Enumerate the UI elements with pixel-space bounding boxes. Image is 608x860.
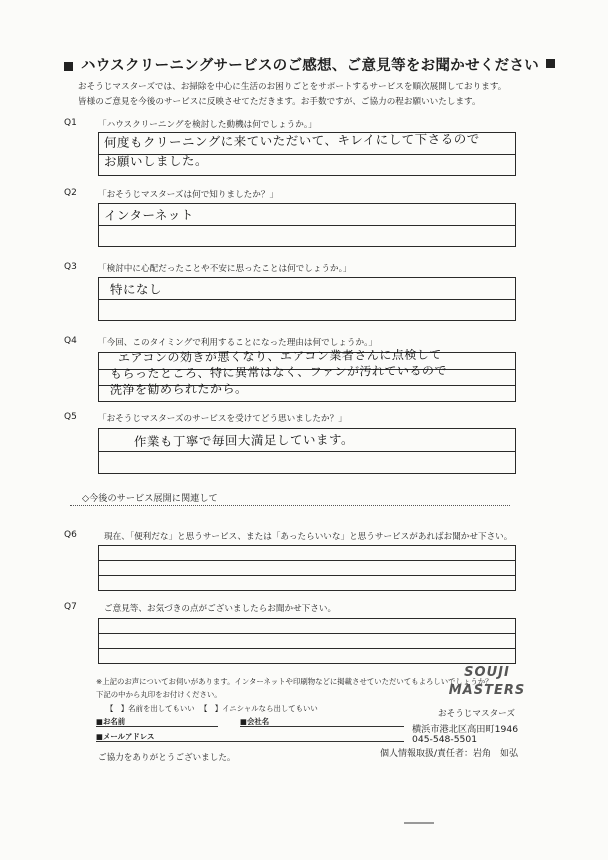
- name-label: ■お名前: [96, 717, 126, 726]
- dotted-divider: [70, 505, 510, 506]
- answer-box-q7[interactable]: [98, 618, 516, 664]
- intro-text: [78, 80, 506, 110]
- handwritten-answer: インターネット: [103, 207, 194, 223]
- consent-option-name[interactable]: 【 】名前を出してもいい: [106, 704, 195, 713]
- consent-note: ※上記のお声についてお伺いがあります。インターネットや印刷物などに掲載させていただいてもよろしいでしょうか？: [96, 677, 493, 686]
- company-phone: 045-548-5501: [412, 734, 478, 745]
- company-underline[interactable]: [240, 726, 404, 727]
- scan-mark: [404, 822, 434, 824]
- handwritten-answer: お願いしました。: [103, 152, 209, 169]
- company-logo: [444, 664, 530, 704]
- question-text: 「おそうじマスターズは何で知りましたか？」: [98, 190, 279, 200]
- answer-box-q6[interactable]: [98, 545, 516, 591]
- logo-line: MASTERS: [448, 683, 526, 698]
- intro-line: 皆様のご意見を今後のサービスに反映させてただきます。お手数ですが、ご協力の程お願いいたします。: [78, 97, 481, 107]
- consent-note: 下記の中から丸印をお付けください。: [96, 690, 222, 699]
- logo-line: SOUJI: [464, 665, 510, 680]
- question-text: 「ハウスクリーニングを検討した動機は何でしょうか。」: [98, 120, 317, 130]
- question-text: 「検討中に心配だったことや不安に思ったことは何でしょうか。」: [98, 264, 352, 274]
- question-text: 「おそうじマスターズのサービスを受けてどう思いましたか？」: [98, 414, 347, 424]
- privacy-officer: 個人情報取扱/責任者：岩角 如弘: [380, 749, 519, 759]
- question-number: Q1: [64, 118, 77, 128]
- name-underline[interactable]: [96, 726, 218, 727]
- email-underline[interactable]: [96, 741, 404, 742]
- handwritten-answer: もらったところ、特に異常はなく、ファンが汚れているので: [109, 363, 448, 381]
- company-address: 横浜市港北区高田町1946: [412, 724, 519, 735]
- thank-you-text: ご協力をありがとうございました。: [98, 753, 236, 763]
- question-number: Q2: [64, 188, 77, 198]
- handwritten-answer: 特になし: [109, 281, 163, 297]
- handwritten-answer: 何度もクリーニングに来ていただいて、キレイにして下さるので: [103, 131, 480, 150]
- question-text: ご意見等、お気づきの点がございましたらお聞かせ下さい。: [104, 604, 337, 614]
- form-title: [64, 54, 564, 75]
- section-heading: ◇今後のサービス展開に関連して: [82, 493, 218, 504]
- consent-option-initial[interactable]: 【 】イニシャルなら出してもいい: [200, 704, 318, 713]
- question-text: 「今回、このタイミングで利用することになった理由は何でしょうか。」: [98, 338, 377, 348]
- company-name: おそうじマスターズ: [438, 709, 515, 719]
- question-number: Q4: [64, 336, 77, 346]
- handwritten-answer: 洗浄を勧められたから。: [109, 381, 248, 397]
- handwritten-answer: エアコンの効きが悪くなり、エアコン業者さんに点検して: [117, 347, 442, 365]
- handwritten-answer: 作業も丁寧で毎回大満足しています。: [133, 431, 355, 449]
- question-number: Q3: [64, 262, 77, 272]
- question-number: Q5: [64, 412, 77, 422]
- form-title-text: ハウスクリーニングサービスのご感想、ご意見等をお聞かせください: [81, 58, 540, 74]
- square-bullet-icon: [546, 59, 555, 68]
- question-text: 現在、「便利だな」と思うサービス、または「あったらいいな」と思うサービスがあればお聞かせ下さい。: [104, 532, 513, 542]
- square-bullet-icon: [64, 62, 73, 71]
- question-number: Q7: [64, 602, 77, 612]
- question-number: Q6: [64, 530, 77, 540]
- company-label: ■会社名: [240, 717, 270, 726]
- intro-line: おそうじマスターズでは、お掃除を中心に生活のお困りごとをサポートするサービスを順次展開しております。: [78, 82, 507, 92]
- email-label: ■メールアドレス: [96, 732, 155, 741]
